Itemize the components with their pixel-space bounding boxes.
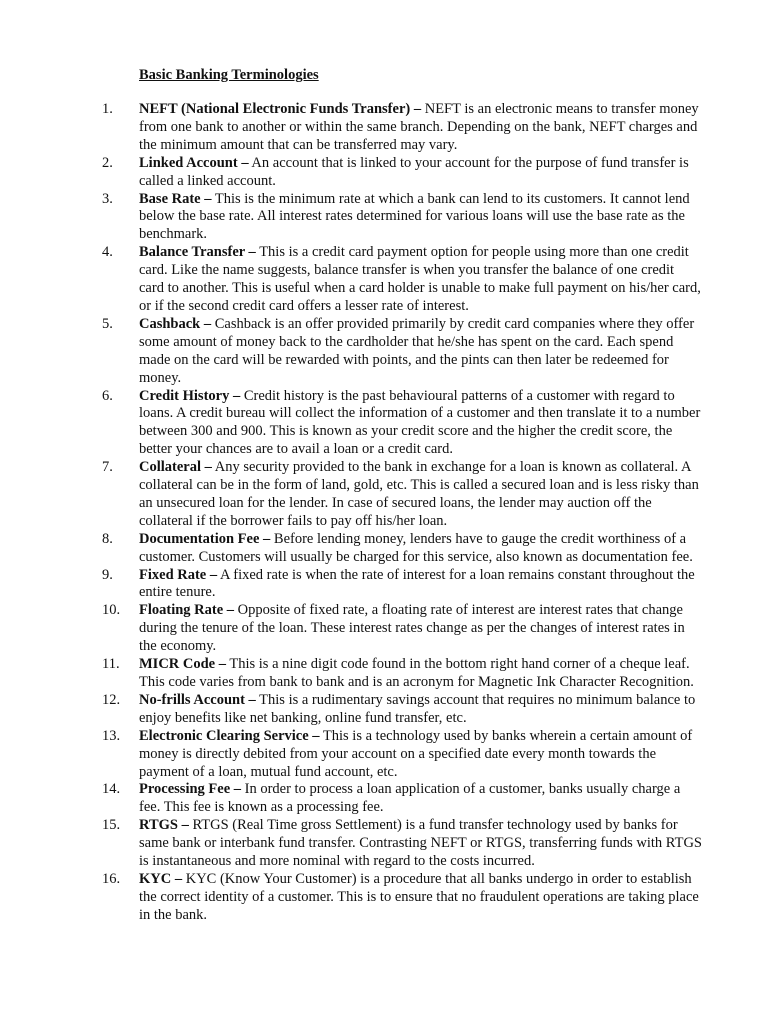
item-number: 11. bbox=[102, 656, 120, 673]
terminology-item bbox=[102, 817, 702, 871]
term-name: Linked Account – bbox=[139, 154, 249, 171]
terminology-item bbox=[102, 728, 702, 782]
term-name: Processing Fee – bbox=[139, 781, 242, 798]
item-number: 10. bbox=[102, 602, 121, 619]
term-name: RTGS – bbox=[139, 817, 189, 834]
terminology-item bbox=[102, 692, 702, 728]
item-number: 7. bbox=[102, 459, 113, 476]
item-number: 14. bbox=[102, 781, 121, 798]
terminology-item bbox=[102, 244, 702, 316]
item-number: 13. bbox=[102, 727, 121, 744]
term-name: Cashback – bbox=[139, 315, 212, 332]
terminology-item bbox=[102, 602, 702, 656]
term-definition: This is a rudimentary savings account that requires no minimum balance to enjoy benefits like net banking, online fund transfer, etc. bbox=[139, 691, 696, 726]
term-definition: This is a credit card payment option for people using more than one credit card. Like the name suggests, balance transfer is when you transfer the balance of one credit card to another. This is useful when a card holder is unable to make full payment on his/her card, or if the second credit card offers a lesser rate of interest. bbox=[139, 244, 701, 314]
item-number: 15. bbox=[102, 817, 121, 834]
term-name: Documentation Fee – bbox=[139, 530, 271, 547]
terminology-item bbox=[102, 531, 702, 567]
terminology-item bbox=[102, 388, 702, 460]
term-definition: Credit history is the past behavioural patterns of a customer with regard to loans. A credit bureau will collect the information of a customer and then translate it to a number between 300 and 900. This is known as your credit score and the higher the credit score, the better your chances are to avail a loan or a credit card. bbox=[139, 387, 701, 458]
item-number: 5. bbox=[102, 315, 113, 332]
term-definition: This is a technology used by banks wherein a certain amount of money is directly debited from your account on a specified date every month towards the payment of a loan, mutual fund account, etc. bbox=[139, 727, 693, 780]
term-definition: Cashback is an offer provided primarily by credit card companies where they offer some amount of money back to the cardholder that he/she has spent on the card. Each spend made on the card will be rewarded with points, and the pints can then later be redeemed for money. bbox=[139, 315, 695, 386]
term-name: Floating Rate – bbox=[139, 602, 235, 619]
term-name: Credit History – bbox=[139, 387, 241, 404]
item-number: 16. bbox=[102, 870, 121, 887]
terminology-list bbox=[102, 101, 702, 925]
term-name: Balance Transfer – bbox=[139, 244, 256, 261]
item-number: 12. bbox=[102, 691, 121, 708]
terminology-item bbox=[102, 101, 702, 155]
term-definition: RTGS (Real Time gross Settlement) is a fund transfer technology used by banks for same bank or interbank fund transfer. Contrasting NEFT or RTGS, transferring funds with RTGS is instantaneous and more nominal with regard to the costs incurred. bbox=[139, 817, 703, 870]
term-name: Collateral – bbox=[139, 459, 212, 476]
term-definition: This is a nine digit code found in the bottom right hand corner of a cheque leaf. This code varies from bank to bank and is an acronym for Magnetic Ink Character Recognition. bbox=[139, 656, 694, 690]
terminology-item bbox=[102, 871, 702, 925]
item-number: 8. bbox=[102, 530, 113, 547]
term-name: MICR Code – bbox=[139, 656, 226, 673]
item-number: 1. bbox=[102, 101, 113, 117]
term-name: KYC – bbox=[139, 870, 183, 887]
item-number: 9. bbox=[102, 566, 113, 583]
term-name: Base Rate – bbox=[139, 190, 212, 207]
terminology-item bbox=[102, 316, 702, 388]
term-definition: NEFT is an electronic means to transfer money from one bank to another or within the same branch. Depending on the bank, NEFT charges and the minimum amount that can be transferred may vary. bbox=[139, 101, 699, 153]
term-definition: In order to process a loan application of a customer, banks usually charge a fee. This fee is known as a processing fee. bbox=[139, 781, 681, 816]
item-number: 4. bbox=[102, 244, 113, 261]
document-title: Basic Banking Terminologies bbox=[139, 67, 319, 83]
term-definition: This is the minimum rate at which a bank can lend to its customers. It cannot lend below the base rate. All interest rates determined for various loans will use the base rate as the benchmark. bbox=[139, 190, 690, 243]
terminology-item bbox=[102, 191, 702, 245]
terminology-item bbox=[102, 567, 702, 603]
term-definition: Any security provided to the bank in exchange for a loan is known as collateral. A collateral can be in the form of land, gold, etc. This is called a secured loan and is less risky than an unsecured loan for the lender. In case of secured loans, the lender may auction off the collateral if the borrower fails to pay off his/her loan. bbox=[139, 459, 699, 529]
term-definition: Before lending money, lenders have to gauge the credit worthiness of a customer. Customers will usually be charged for this service, also known as documentation fee. bbox=[139, 530, 693, 565]
term-name: Fixed Rate – bbox=[139, 566, 218, 583]
term-name: No-frills Account – bbox=[139, 691, 256, 708]
term-definition: A fixed rate is when the rate of interest for a loan remains constant throughout the entire tenure. bbox=[139, 566, 695, 601]
term-definition: An account that is linked to your account for the purpose of fund transfer is called a linked account. bbox=[139, 154, 689, 189]
term-name: NEFT (National Electronic Funds Transfer) – bbox=[139, 101, 422, 117]
item-number: 2. bbox=[102, 154, 113, 171]
term-name: Electronic Clearing Service – bbox=[139, 727, 320, 744]
terminology-item bbox=[102, 656, 702, 692]
item-number: 6. bbox=[102, 387, 113, 404]
item-number: 3. bbox=[102, 190, 113, 207]
terminology-item bbox=[102, 781, 702, 817]
term-definition: KYC (Know Your Customer) is a procedure that all banks undergo in order to establish the correct identity of a customer. This is to ensure that no fraudulent operations are taking place in the bank. bbox=[139, 870, 699, 923]
terminology-item bbox=[102, 155, 702, 191]
terminology-item bbox=[102, 459, 702, 531]
term-definition: Opposite of fixed rate, a floating rate of interest are interest rates that change during the tenure of the loan. These interest rates change as per the changes of interest rates in the economy. bbox=[139, 602, 685, 655]
